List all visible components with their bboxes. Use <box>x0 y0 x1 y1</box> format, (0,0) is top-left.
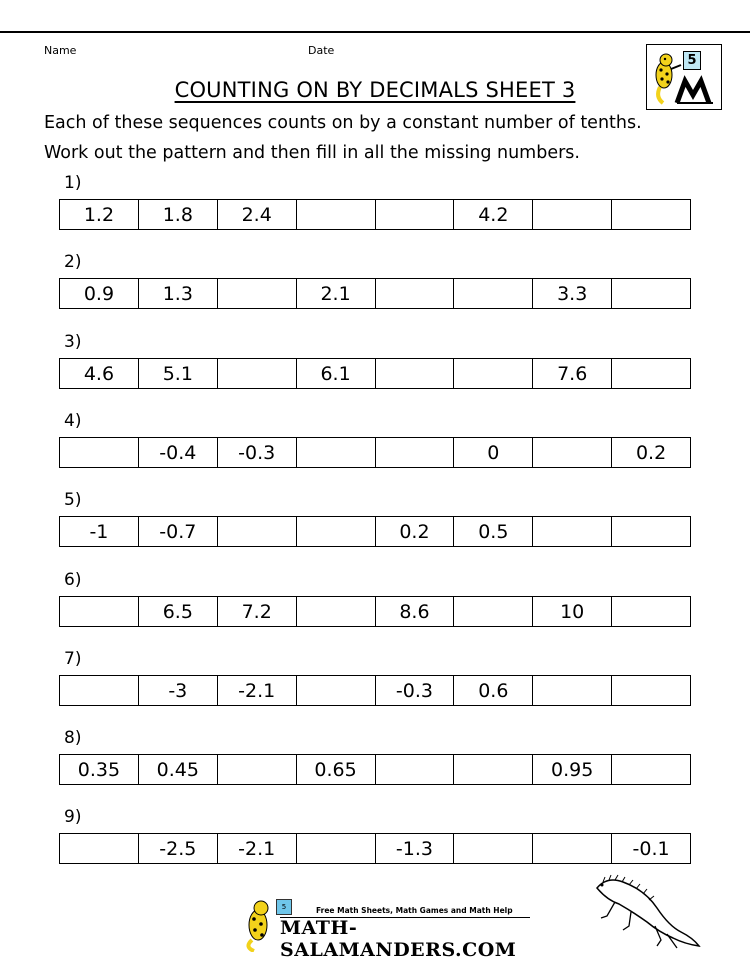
given-number: 10 <box>532 597 611 626</box>
given-number: 6.5 <box>138 597 217 626</box>
answer-box[interactable] <box>375 200 454 229</box>
question-number: 2) <box>64 252 82 272</box>
grade-number: 5 <box>683 51 701 70</box>
instruction-line-2: Work out the pattern and then fill in all the missing numbers. <box>44 143 580 163</box>
answer-box[interactable] <box>296 676 375 705</box>
footer-tagline: Free Math Sheets, Math Games and Math Help <box>316 906 513 915</box>
answer-box[interactable] <box>611 755 690 784</box>
answer-box[interactable] <box>532 517 611 546</box>
given-number: -2.5 <box>138 834 217 863</box>
instruction-line-1: Each of these sequences counts on by a constant number of tenths. <box>44 113 642 133</box>
answer-box[interactable] <box>60 676 138 705</box>
sequence-row <box>59 199 691 230</box>
answer-box[interactable] <box>217 517 296 546</box>
given-number: 0.65 <box>296 755 375 784</box>
given-number: 5.1 <box>138 359 217 388</box>
question-number: 9) <box>64 807 82 827</box>
given-number: 2.4 <box>217 200 296 229</box>
question-number: 1) <box>64 173 82 193</box>
given-number: 0.9 <box>83 282 115 305</box>
given-number: 0.6 <box>453 676 532 705</box>
given-number: -0.7 <box>138 517 217 546</box>
question-number: 5) <box>64 490 82 510</box>
given-number: -2.1 <box>217 834 296 863</box>
sequence-row <box>59 833 691 864</box>
footer-logo <box>240 897 540 961</box>
given-number: 1.2 <box>83 203 115 226</box>
answer-box[interactable] <box>375 359 454 388</box>
name-label: Name <box>44 44 77 57</box>
given-number: 0.35 <box>77 758 121 781</box>
given-number: -0.3 <box>217 438 296 467</box>
answer-box[interactable] <box>217 279 296 308</box>
given-number: -1.3 <box>375 834 454 863</box>
given-number: -0.3 <box>375 676 454 705</box>
answer-box[interactable] <box>60 597 138 626</box>
answer-box[interactable] <box>532 834 611 863</box>
question-number: 7) <box>64 649 82 669</box>
given-number: 1.8 <box>138 200 217 229</box>
answer-box[interactable] <box>453 279 532 308</box>
answer-box[interactable] <box>217 755 296 784</box>
answer-box[interactable] <box>217 359 296 388</box>
given-number: 4.6 <box>83 362 115 385</box>
sequence-row <box>59 516 691 547</box>
given-number: 3.3 <box>532 279 611 308</box>
given-number: 8.6 <box>375 597 454 626</box>
answer-box[interactable] <box>375 438 454 467</box>
answer-box[interactable] <box>453 359 532 388</box>
page-title: COUNTING ON BY DECIMALS SHEET 3 <box>174 78 576 102</box>
sequence-row <box>59 437 691 468</box>
given-number: -3 <box>138 676 217 705</box>
answer-box[interactable] <box>60 834 138 863</box>
question-number: 3) <box>64 332 82 352</box>
given-number: -2.1 <box>217 676 296 705</box>
given-number: 7.2 <box>217 597 296 626</box>
answer-box[interactable] <box>453 834 532 863</box>
answer-box[interactable] <box>296 834 375 863</box>
answer-box[interactable] <box>375 279 454 308</box>
given-number: -1 <box>89 520 109 543</box>
answer-box[interactable] <box>611 597 690 626</box>
answer-box[interactable] <box>532 438 611 467</box>
answer-box[interactable] <box>611 279 690 308</box>
given-number: -0.4 <box>138 438 217 467</box>
given-number: 1.3 <box>138 279 217 308</box>
lizard-drawing-icon <box>585 868 705 963</box>
sequence-row <box>59 596 691 627</box>
question-number: 8) <box>64 728 82 748</box>
answer-box[interactable] <box>532 676 611 705</box>
answer-box[interactable] <box>611 517 690 546</box>
given-number: 7.6 <box>532 359 611 388</box>
question-number: 6) <box>64 570 82 590</box>
answer-box[interactable] <box>60 438 138 467</box>
question-number: 4) <box>64 411 82 431</box>
answer-box[interactable] <box>296 597 375 626</box>
given-number: 6.1 <box>296 359 375 388</box>
sequence-row <box>59 754 691 785</box>
given-number: 2.1 <box>296 279 375 308</box>
answer-box[interactable] <box>611 359 690 388</box>
given-number: 0.95 <box>532 755 611 784</box>
given-number: 0.45 <box>138 755 217 784</box>
given-number: 0 <box>453 438 532 467</box>
answer-box[interactable] <box>375 755 454 784</box>
sequence-row <box>59 675 691 706</box>
given-number: -0.1 <box>611 834 690 863</box>
answer-box[interactable] <box>296 517 375 546</box>
answer-box[interactable] <box>532 200 611 229</box>
sequence-row <box>59 358 691 389</box>
answer-box[interactable] <box>296 438 375 467</box>
top-rule <box>0 31 750 33</box>
footer-grade-number: 5 <box>276 899 292 915</box>
answer-box[interactable] <box>611 200 690 229</box>
date-label: Date <box>308 44 335 57</box>
given-number: 0.2 <box>611 438 690 467</box>
answer-box[interactable] <box>453 755 532 784</box>
footer-site-name: MATH-SALAMANDERS.COM <box>280 917 517 961</box>
sequence-row <box>59 278 691 309</box>
answer-box[interactable] <box>296 200 375 229</box>
answer-box[interactable] <box>453 597 532 626</box>
given-number: 4.2 <box>453 200 532 229</box>
given-number: 0.2 <box>375 517 454 546</box>
given-number: 0.5 <box>453 517 532 546</box>
answer-box[interactable] <box>611 676 690 705</box>
